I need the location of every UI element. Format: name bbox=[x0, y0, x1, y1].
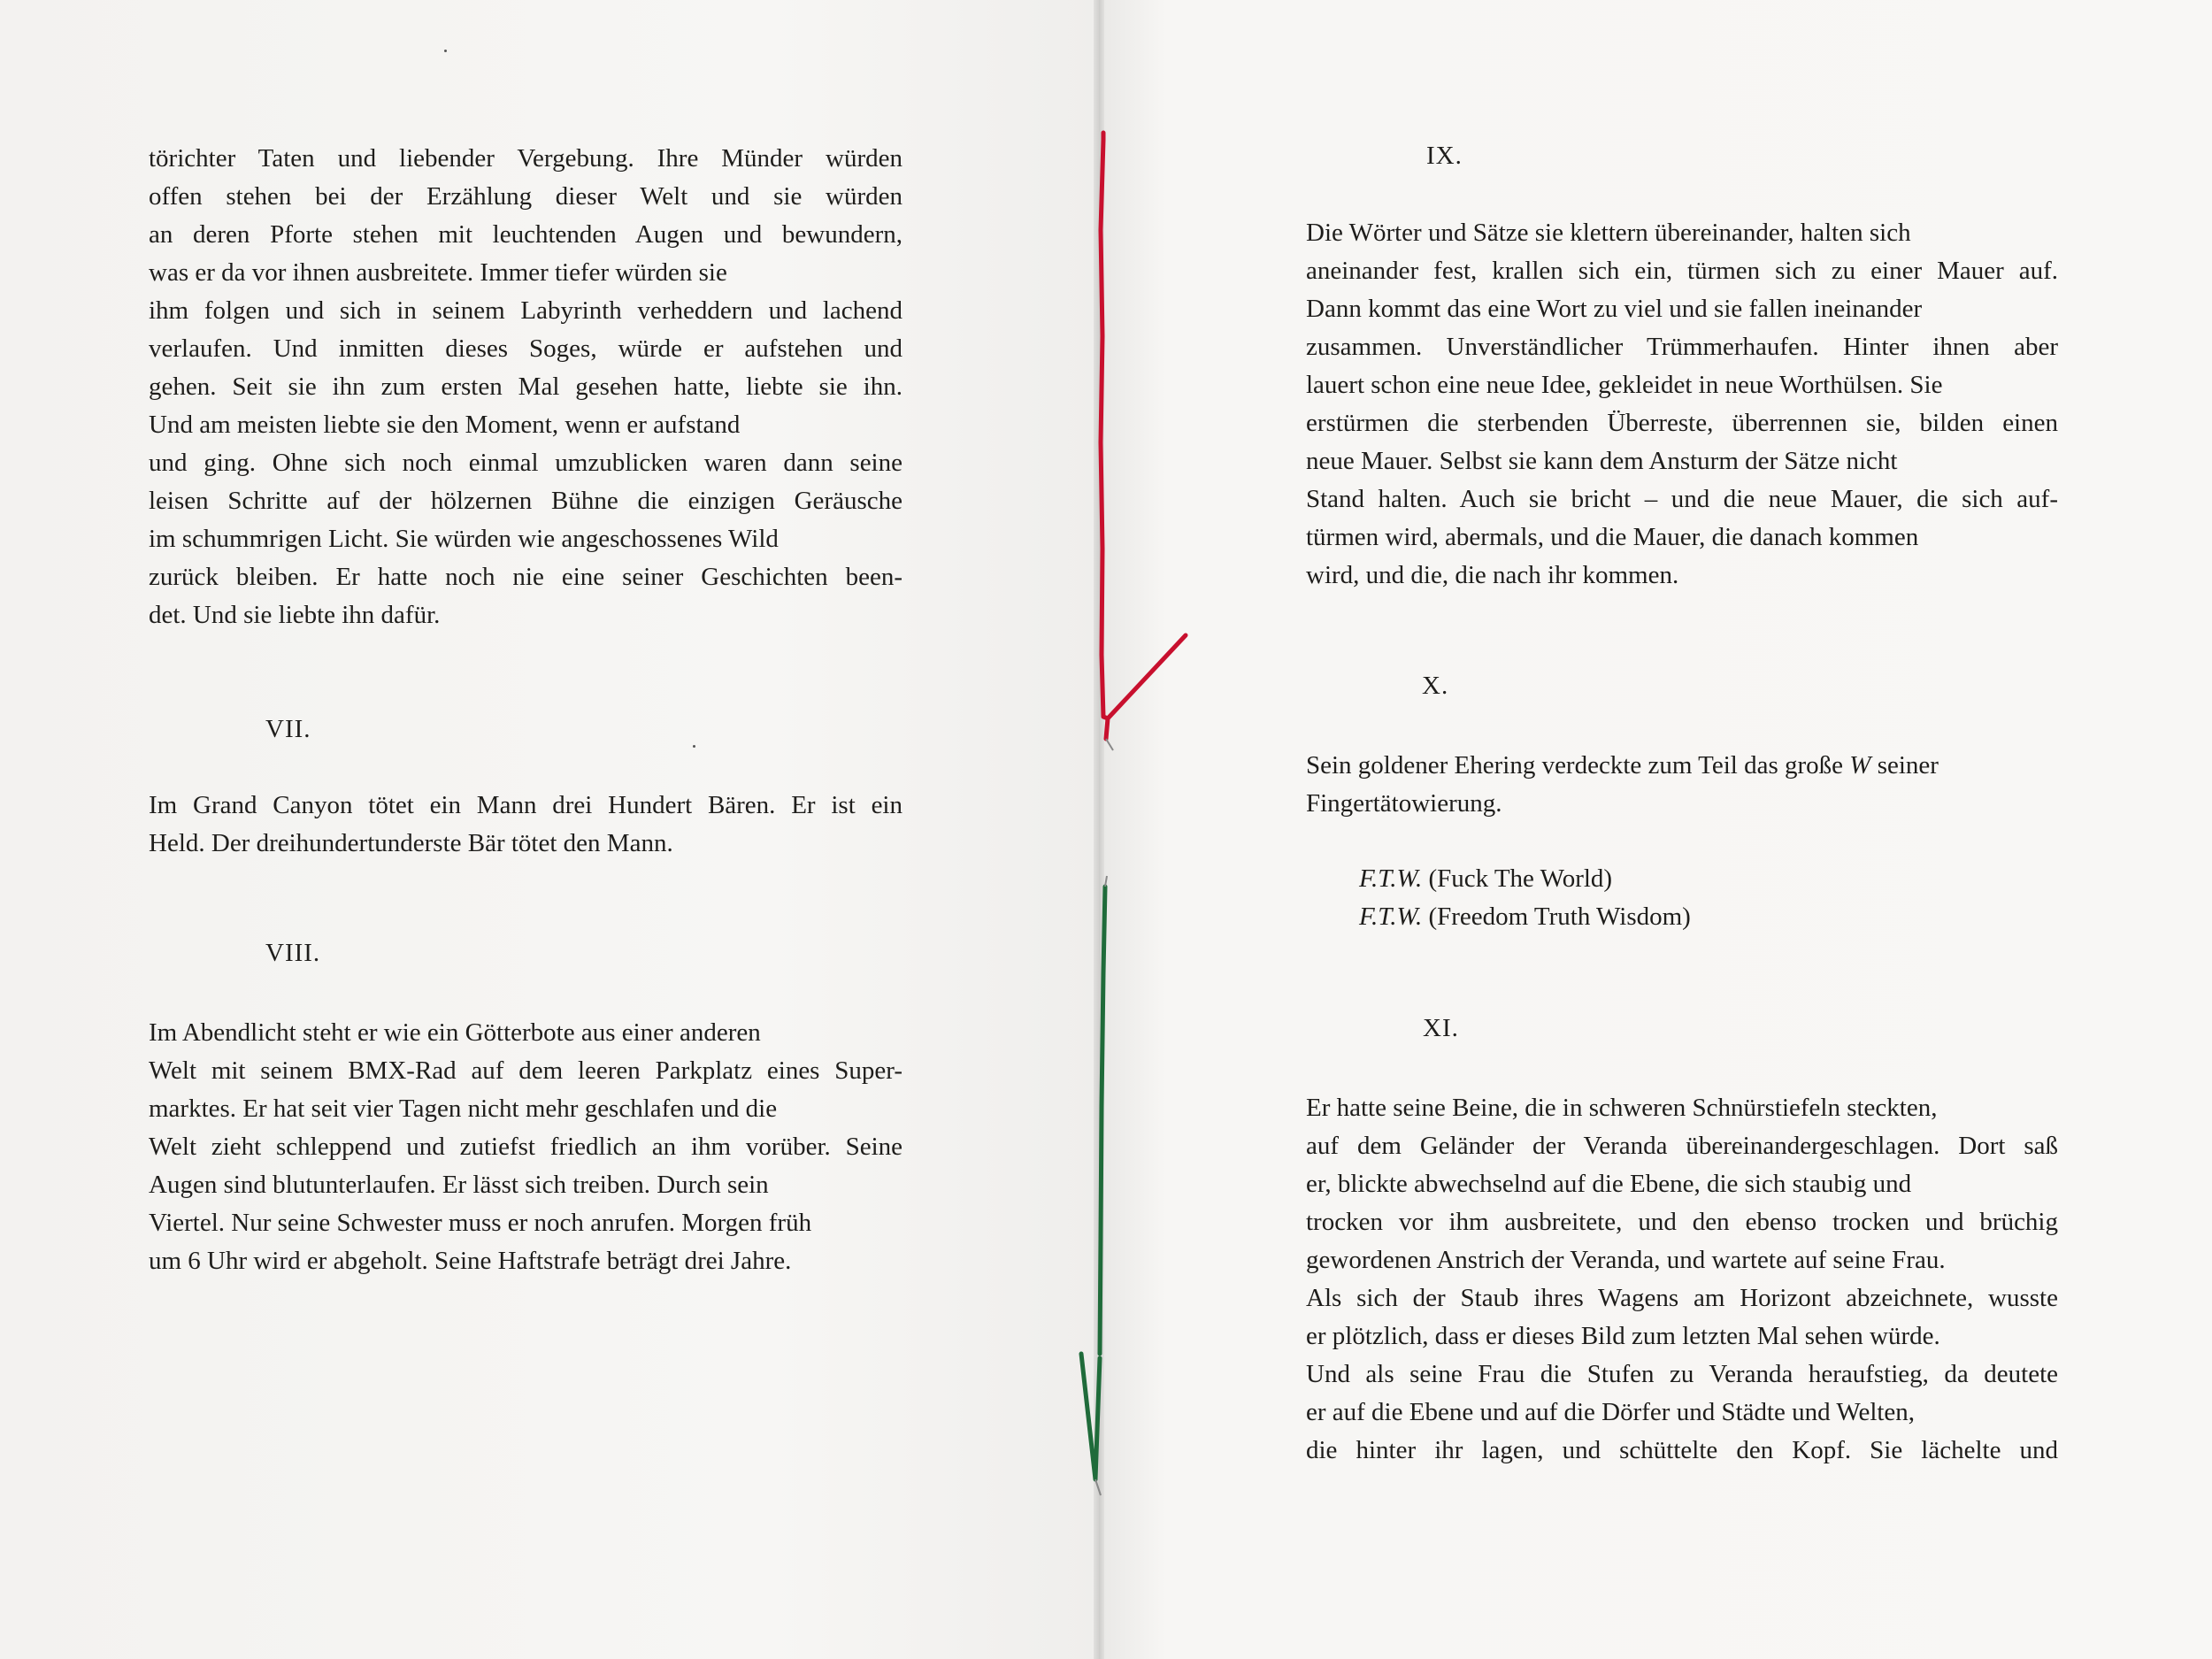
text-line: Im Grand Canyon tötet ein Mann drei Hundert Bären. Er ist ein bbox=[149, 791, 902, 819]
text-line: ihm folgen und sich in seinem Labyrinth verheddern und lachend bbox=[149, 296, 902, 325]
text-line: zurück bleiben. Er hatte noch nie eine seiner Geschichten been- bbox=[149, 563, 902, 591]
text-line: auf dem Geländer der Veranda übereinandergeschlagen. Dort saß bbox=[1306, 1132, 2058, 1160]
text-line: marktes. Er hat seit vier Tagen nicht mehr geschlafen und die bbox=[149, 1094, 778, 1123]
text-line: die hinter ihr lagen, und schüttelte den Kopf. Sie lächelte und bbox=[1306, 1436, 2058, 1464]
text-line: Held. Der dreihundertunderste Bär tötet den Mann. bbox=[149, 829, 673, 857]
ftw-abbreviation: F.T.W. bbox=[1359, 902, 1423, 931]
text-line: törichter Taten und liebender Vergebung. Ihre Münder würden bbox=[149, 144, 902, 173]
text-line: gehen. Seit sie ihn zum ersten Mal gesehen hatte, liebte sie ihn. bbox=[149, 373, 902, 401]
text-span: seiner bbox=[1877, 751, 1939, 780]
section-heading-vii: VII. bbox=[265, 715, 311, 743]
section-heading-x: X. bbox=[1422, 672, 1449, 700]
ftw-meaning: (Freedom Truth Wisdom) bbox=[1428, 902, 1691, 931]
text-line: er plötzlich, dass er dieses Bild zum letzten Mal sehen würde. bbox=[1306, 1322, 1940, 1350]
text-line: Viertel. Nur seine Schwester muss er noch anrufen. Morgen früh bbox=[149, 1209, 812, 1237]
text-line: Dann kommt das eine Wort zu viel und sie fallen ineinander bbox=[1306, 295, 1923, 323]
text-line: im schummrigen Licht. Sie würden wie angeschossenes Wild bbox=[149, 525, 779, 553]
text-line: det. Und sie liebte ihn dafür. bbox=[149, 601, 441, 629]
green-binding-thread bbox=[1081, 887, 1105, 1479]
text-line: Stand halten. Auch sie bricht – und die neue Mauer, die sich auf- bbox=[1306, 485, 2058, 513]
text-line: neue Mauer. Selbst sie kann dem Ansturm der Sätze nicht bbox=[1306, 447, 1898, 475]
red-thread-tip bbox=[1106, 739, 1113, 750]
ftw-abbreviation: F.T.W. bbox=[1359, 864, 1423, 893]
text-line: Er hatte seine Beine, die in schweren Schnürstiefeln steckten, bbox=[1306, 1094, 1938, 1122]
text-line: offen stehen bei der Erzählung dieser Welt und sie würden bbox=[149, 182, 902, 211]
text-line: Die Wörter und Sätze sie klettern übereinander, halten sich bbox=[1306, 219, 1911, 247]
section-heading-ix: IX. bbox=[1426, 142, 1463, 170]
text-line: aneinander fest, krallen sich ein, türmen sich zu einer Mauer auf. bbox=[1306, 257, 2058, 285]
text-line: trocken vor ihm ausbreitete, und den ebenso trocken und brüchig bbox=[1306, 1208, 2058, 1236]
text-line: zusammen. Unverständlicher Trümmerhaufen. Hinter ihnen aber bbox=[1306, 333, 2058, 361]
text-span: Sein goldener Ehering verdeckte zum Teil das große bbox=[1306, 751, 1844, 780]
text-line: gewordenen Anstrich der Veranda, und wartete auf seine Frau. bbox=[1306, 1246, 1946, 1274]
text-line: an deren Pforte stehen mit leuchtenden Augen und bewundern, bbox=[149, 220, 902, 249]
text-line: türmen wird, abermals, und die Mauer, die danach kommen bbox=[1306, 523, 1919, 551]
text-line: Augen sind blutunterlaufen. Er lässt sich treiben. Durch sein bbox=[149, 1171, 769, 1199]
section-heading-xi: XI. bbox=[1423, 1014, 1459, 1042]
text-line: Und als seine Frau die Stufen zu Veranda heraufstieg, da deutete bbox=[1306, 1360, 2058, 1388]
text-line: lauert schon eine neue Idee, gekleidet in neue Worthülsen. Sie bbox=[1306, 371, 1943, 399]
text-line: wird, und die, die nach ihr kommen. bbox=[1306, 561, 1679, 589]
italic-letter: W bbox=[1849, 751, 1871, 780]
text-line: er auf die Ebene und auf die Dörfer und Städte und Welten, bbox=[1306, 1398, 1916, 1426]
text-line: Im Abendlicht steht er wie ein Götterbote aus einer anderen bbox=[149, 1018, 761, 1047]
text-line: Welt zieht schleppend und zutiefst friedlich an ihm vorüber. Seine bbox=[149, 1133, 902, 1161]
text-line: und ging. Ohne sich noch einmal umzublicken waren dann seine bbox=[149, 449, 902, 477]
text-line: Und am meisten liebte sie den Moment, wenn er aufstand bbox=[149, 411, 741, 439]
text-line: er, blickte abwechselnd auf die Ebene, die sich staubig und bbox=[1306, 1170, 1912, 1198]
text-line: was er da vor ihnen ausbreitete. Immer tiefer würden sie bbox=[149, 258, 727, 287]
text-line: erstürmen die sterbenden Überreste, überrennen sie, bilden einen bbox=[1306, 409, 2058, 437]
section-heading-viii: VIII. bbox=[265, 939, 321, 967]
text-line: leisen Schritte auf der hölzernen Bühne die einzigen Geräusche bbox=[149, 487, 902, 515]
text-line: um 6 Uhr wird er abgeholt. Seine Haftstrafe beträgt drei Jahre. bbox=[149, 1247, 792, 1275]
text-line: Welt mit seinem BMX-Rad auf dem leeren Parkplatz eines Super- bbox=[149, 1056, 902, 1085]
ftw-meaning: (Fuck The World) bbox=[1428, 864, 1613, 893]
text-line: verlaufen. Und inmitten dieses Soges, würde er aufstehen und bbox=[149, 334, 902, 363]
text-line: Fingertätowierung. bbox=[1306, 789, 1502, 818]
red-binding-thread bbox=[1101, 133, 1186, 739]
text-line: Als sich der Staub ihres Wagens am Horizont abzeichnete, wusste bbox=[1306, 1284, 2058, 1312]
